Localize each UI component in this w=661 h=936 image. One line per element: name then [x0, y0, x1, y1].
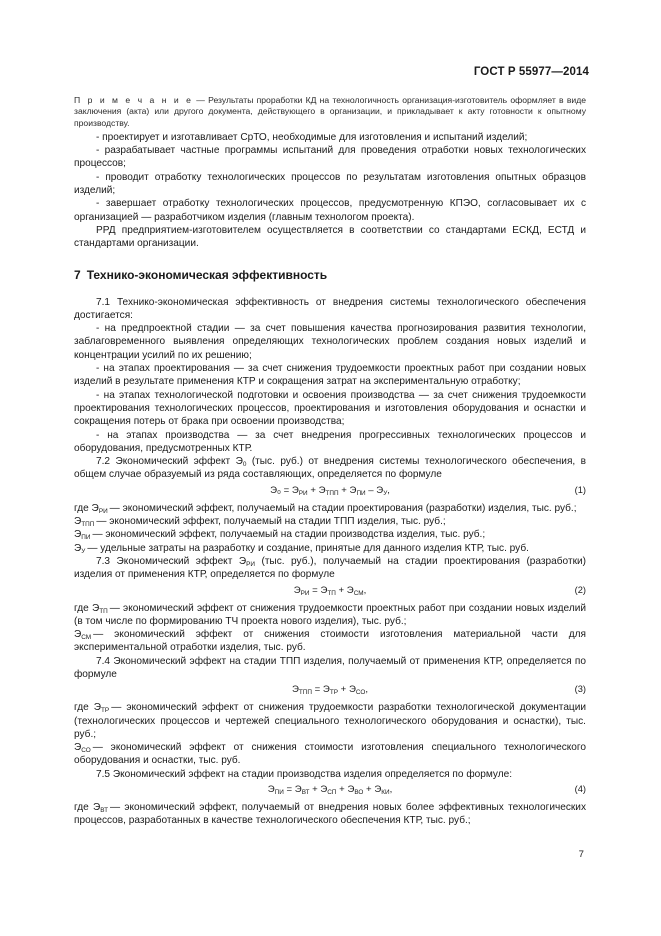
formula-3-number: (3) [574, 684, 586, 695]
definition-symbol: где $Э_{ТП}$ [74, 602, 108, 615]
definitions-1 [74, 502, 586, 555]
definition-item [74, 801, 586, 828]
bullet-item: - на этапах технологической подготовки и освоения производства — за счет снижения трудоемкости проектирования технологических процессов, проектирования и изготовления оборудования и оснастки и сокращения потерь от брака при освоении производства; [74, 389, 586, 428]
paragraph-7-5: 7.5 Экономический эффект на стадии производства изделия определяется по формуле: [96, 768, 513, 780]
definition-text: — экономический эффект от снижения стоимости изготовления материальной части для экспериментальной отработки изделия, тыс. руб. [74, 629, 586, 654]
definition-item [74, 502, 586, 515]
definition-symbol: $Э_{ТПП}$ [74, 516, 95, 529]
paragraph-7-1: 7.1 Технико-экономическая эффективность от внедрения системы технологического обеспечения достигается: [74, 296, 586, 321]
definition-text: — экономический эффект от снижения трудоемкости разработки технологической документации (технологических процессов и чертежей специального технологического оборудования и оснастки), тыс. руб.; [74, 702, 586, 740]
definition-item [74, 528, 586, 541]
formula-1-number: (1) [574, 484, 586, 495]
note-label: П р и м е ч а н и е [74, 95, 194, 105]
definition-text: — экономический эффект, получаемый на стадии ТПП изделия, тыс. руб.; [96, 516, 446, 528]
bullet-item: - разрабатывает частные программы испытаний для проведения отработки новых технологических процессов; [74, 145, 586, 170]
paragraph-7-4: 7.4 Экономический эффект на стадии ТПП изделия, получаемый от применения КТР, определяется по формуле [74, 655, 586, 680]
paragraph-7-2: 7.2 Экономический эффект $Э_0$ (тыс. руб.) от внедрения системы технологического обеспечения, в общем случае образуемый из ряда составляющих, определяется по формуле [74, 456, 586, 481]
definition-symbol: где $Э_{ВТ}$ [74, 802, 109, 815]
definition-text: — экономический эффект от снижения трудоемкости проектных работ при создании новых изделий (в том числе по формированию ТЧ проекта нового изделия), тыс. руб.; [74, 602, 586, 627]
bullet-item: - проектирует и изготавливает СрТО, необходимые для изготовления и испытаний изделий; [96, 131, 528, 143]
formula-1 [74, 484, 586, 498]
formula-4 [74, 783, 586, 797]
definitions-3 [74, 701, 586, 767]
bullet-item: - на предпроектной стадии — за счет повышения качества прогнозирования развития технологии, заблаговременного выявления определяющих технологических проблем создания новых изделий и концентрации усилий по их решению; [74, 323, 586, 361]
definition-text: — экономический эффект, получаемый на стадии производства изделия, тыс. руб.; [92, 529, 486, 541]
formula-2-number: (2) [574, 584, 586, 595]
formula-4-number: (4) [574, 784, 586, 795]
definition-symbol: $Э_{ПИ}$ [74, 529, 91, 542]
section-heading [74, 267, 586, 283]
definition-symbol: где $Э_{РИ}$ [74, 502, 108, 515]
bullets-manufacturer [74, 131, 586, 224]
page-content [74, 95, 586, 828]
note-text: — Результаты проработки КД на технологичность организация-изготовитель оформляет в виде заключения (акта) или другого документа, действующего в организации, и прикладывает к акту готовности к опытному производству. [74, 95, 586, 128]
definition-item [74, 602, 586, 629]
note-paragraph [74, 95, 586, 129]
definition-text: — экономический эффект, получаемый на стадии проектирования (разработки) изделия, тыс. руб.; [109, 502, 577, 514]
definition-symbol: где $Э_{ТР}$ [74, 702, 110, 715]
definition-symbol: $Э_У$ [74, 542, 86, 555]
definition-item [74, 628, 586, 655]
rrd-paragraph: РРД предприятием-изготовителем осуществляется в соответствии со стандартами ЕСКД, ЕСТД и стандартами организации. [74, 224, 586, 250]
bullet-item: - на этапах проектирования — за счет снижения трудоемкости проектных работ при создании новых изделий в результате применения КТР и сокращения затрат на экспериментальную отработку; [74, 363, 586, 388]
definitions-4 [74, 801, 586, 828]
definition-symbol: $Э_{СМ}$ [74, 629, 92, 642]
section-number: 7 [74, 267, 81, 282]
definition-text: — экономический эффект, получаемый от внедрения новых более эффективных технологических процессов, разработанных в качестве технологического обеспечения КТР, тыс. руб.; [74, 802, 586, 827]
bullet-item: - проводит отработку технологических процессов по результатам изготовления опытных образцов изделий; [74, 171, 586, 197]
formula-4-expression: $Э_{ПИ} = Э_{ВТ} + Э_{СП} + Э_{ВО} + Э_{КИ}$, [267, 784, 393, 797]
definition-symbol: $Э_{СО}$ [74, 742, 91, 755]
bullet-item: - завершает отработку технологических процессов, предусмотренную КПЭО, согласовывает их с организацией — разработчиком изделия (главным технологом проекта). [74, 198, 586, 223]
page-number: 7 [578, 849, 584, 860]
formula-3 [74, 683, 586, 697]
paragraph-7-3: 7.3 Экономический эффект $Э_{РИ}$ (тыс. руб.), получаемый на стадии проектирования (разработки) изделия от применения КТР, определяется по формуле [74, 555, 586, 581]
bullets-efficiency [74, 322, 586, 455]
formula-2-expression: $Э_{РИ} = Э_{ТП} + Э_{СМ}$, [293, 584, 367, 597]
definition-item [74, 515, 586, 528]
definitions-2 [74, 602, 586, 655]
definition-item [74, 542, 586, 555]
definition-text: — экономический эффект от снижения стоимости изготовления специального технологического оборудования и оснастки, тыс. руб. [74, 742, 586, 767]
definition-item [74, 701, 586, 741]
formula-3-expression: $Э_{ТПП} = Э_{ТР} + Э_{СО}$, [292, 684, 368, 697]
formula-2 [74, 584, 586, 598]
section-title: Технико-экономическая эффективность [86, 267, 328, 282]
definition-item [74, 741, 586, 768]
definition-text: — удельные затраты на разработку и создание, принятые для данного изделия КТР, тыс. руб. [87, 542, 529, 554]
formula-1-expression: $Э_0 = Э_{РИ} + Э_{ТПП} + Э_{ПИ} - Э_У$, [270, 484, 390, 497]
standard-header: ГОСТ Р 55977—2014 [473, 66, 589, 78]
bullet-item: - на этапах производства — за счет внедрения прогрессивных технологических процессов и оборудования, предусмотренных КТР. [74, 429, 586, 454]
